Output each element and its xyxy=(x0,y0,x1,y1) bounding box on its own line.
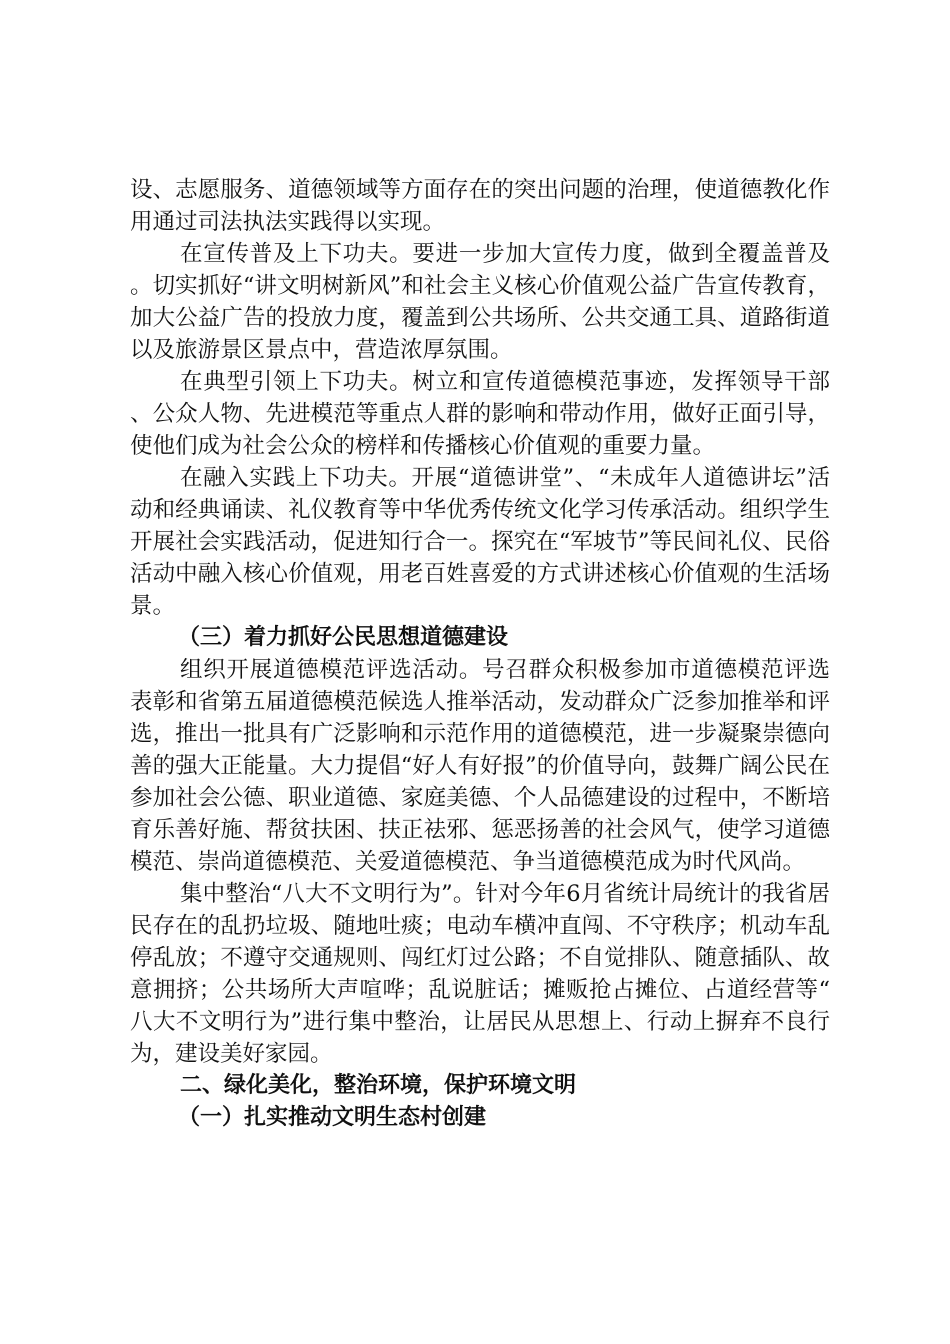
chapter-heading-environment: 二、绿化美化，整治环境，保护环境文明 xyxy=(180,1073,577,1098)
paragraph-practice: 在融入实践上下功夫。开展“道德讲堂”、“未成年人道德讲坛”活动和经典诵读、礼仪教育等中华优秀传统文化学习传承活动。组织学生开展社会实践活动，促进知行合一。探究在“军坡节”等民间礼仪、民俗活动中融入核心价值观，用老百姓喜爱的方式讲述核心价值观的生活场景。 xyxy=(130,465,830,619)
paragraph-moral-model-selection: 组织开展道德模范评选活动。号召群众积极参加市道德模范评选表彰和省第五届道德模范候选人推举活动，发动群众广泛参加推举和评选，推出一批具有广泛影响和示范作用的道德模范，进一步凝聚崇德向善的强大正能量。大力提倡“好人有好报”的价值导向，鼓舞广阔公民在参加社会公德、职业道德、家庭美德、个人品德建设的过程中，不断培育乐善好施、帮贫扶困、扶正祛邪、惩恶扬善的社会风气，使学习道德模范、崇尚道德模范、关爱道德模范、争当道德模范成为时代风尚。 xyxy=(130,657,830,875)
section-heading-civic-morality: （三）着力抓好公民思想道德建设 xyxy=(178,625,509,650)
paragraph-role-models: 在典型引领上下功夫。树立和宣传道德模范事迹，发挥领导干部、公众人物、先进模范等重点人群的影响和带动作用，做好正面引导，使他们成为社会公众的榜样和传播核心价值观的重要力量。 xyxy=(130,369,830,459)
paragraph-publicity: 在宣传普及上下功夫。要进一步加大宣传力度，做到全覆盖普及。切实抓好“讲文明树新风”和社会主义核心价值观公益广告宣传教育，加大公益广告的投放力度，覆盖到公共场所、公共交通工具、道路街道以及旅游景区景点中，营造浓厚氛围。 xyxy=(130,241,830,363)
section-heading-eco-village: （一）扎实推动文明生态村创建 xyxy=(178,1105,487,1130)
paragraph-uncivilized-behaviors: 集中整治“八大不文明行为”。针对今年6月省统计局统计的我省居民存在的乱扔垃圾、随地吐痰；电动车横冲直闯、不守秩序；机动车乱停乱放；不遵守交通规则、闯红灯过公路；不自觉排队、随意插队、故意拥挤；公共场所大声喧哗；乱说脏话；摊贩抢占摊位、占道经营等“八大不文明行为”进行集中整治，让居民从思想上、行动上摒弃不良行为，建设美好家园。 xyxy=(130,881,830,1067)
paragraph-judicial-practice: 设、志愿服务、道德领域等方面存在的突出问题的治理，使道德教化作用通过司法执法实践得以实现。 xyxy=(130,177,830,235)
document-page xyxy=(130,174,830,1134)
